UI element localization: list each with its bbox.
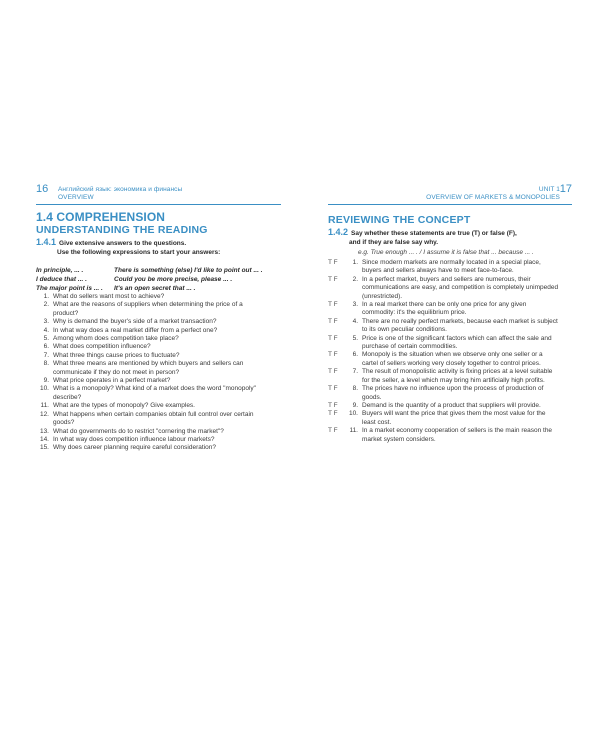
- running-head-right-line1: UNIT 1: [538, 186, 560, 193]
- question-number: 3.: [43, 318, 49, 326]
- statement-text: Price is one of the significant factors which can affect the sale and: [362, 334, 552, 342]
- true-false-marker: T F: [328, 401, 338, 409]
- true-false-marker: [328, 419, 346, 427]
- statement-item: [328, 318, 568, 326]
- question-item: [36, 335, 277, 343]
- header-rule-right: [328, 204, 572, 205]
- statement-item: [328, 402, 568, 410]
- task-1-4-2: [328, 228, 517, 247]
- statement-number: 8.: [352, 385, 358, 393]
- statement-item: [328, 343, 568, 351]
- expression-right: There is something (else) I'd like to point out ... .: [114, 267, 263, 274]
- question-item: [36, 352, 277, 360]
- question-number: 10.: [39, 385, 49, 393]
- statement-item: [328, 368, 568, 376]
- question-item: [36, 310, 277, 318]
- question-item: [36, 402, 277, 410]
- question-number: 13.: [39, 427, 49, 435]
- statement-text: market system considers.: [362, 435, 436, 443]
- questions-list: [36, 293, 277, 453]
- question-text: In what way does competition influence labour markets?: [53, 435, 215, 443]
- statement-text: In a market economy cooperation of sellers is the main reason the: [362, 427, 553, 435]
- statement-number: 10.: [348, 410, 358, 418]
- header-rule-left: [36, 204, 281, 205]
- statement-item: [328, 410, 568, 418]
- question-number: [36, 394, 49, 402]
- statement-item: [328, 377, 568, 385]
- true-false-marker: [328, 394, 346, 402]
- statement-text: purchase of certain commodities.: [362, 343, 458, 351]
- question-number: 4.: [43, 326, 49, 334]
- question-item: [36, 436, 277, 444]
- statement-number: 5.: [352, 334, 358, 342]
- statement-item: [328, 276, 568, 284]
- statement-number: [346, 284, 358, 292]
- question-item: [36, 444, 277, 452]
- question-item: [36, 394, 277, 402]
- true-false-marker: [328, 267, 346, 275]
- question-number: [36, 369, 49, 377]
- statement-number: 6.: [352, 351, 358, 359]
- question-text: Among whom does competition take place?: [53, 335, 179, 343]
- question-number: 1.: [43, 293, 49, 300]
- statement-text: Demand is the quantity of a product that suppliers will provide.: [362, 401, 541, 409]
- statement-item: [328, 301, 568, 309]
- question-number: 2.: [43, 301, 49, 309]
- statement-item: [328, 385, 568, 393]
- statement-number: [346, 326, 358, 334]
- statement-number: [346, 394, 358, 402]
- question-number: 11.: [40, 402, 49, 410]
- question-item: [36, 293, 277, 301]
- question-text: What is a monopoly? What kind of a market does the word "monopoly": [53, 385, 256, 393]
- statement-number: 3.: [352, 301, 358, 309]
- question-item: [36, 318, 277, 326]
- statement-number: 11.: [349, 427, 358, 435]
- true-false-marker: [328, 343, 346, 351]
- question-text: What do sellers want most to achieve?: [53, 293, 165, 300]
- running-head-left-line2: OVERVIEW: [58, 194, 94, 201]
- question-number: 7.: [43, 351, 49, 359]
- task-number: 1.4.2: [328, 227, 349, 237]
- question-number: 12.: [39, 410, 49, 418]
- task-number: 1.4.1: [36, 237, 57, 247]
- question-item: [36, 385, 277, 393]
- question-text: What three things cause prices to fluctuate?: [53, 351, 180, 359]
- page-number-right: 17: [559, 183, 572, 195]
- task-instruction-line2: and if they are false say why.: [349, 238, 439, 246]
- question-text: Why does career planning require careful consideration?: [53, 444, 216, 452]
- true-false-marker: T F: [328, 301, 338, 309]
- question-item: [36, 327, 277, 335]
- true-false-marker: [328, 326, 346, 334]
- question-number: [36, 419, 49, 427]
- statement-text: In a real market there can be only one price for any given: [362, 301, 527, 309]
- true-false-marker: [328, 436, 346, 444]
- statement-number: [346, 309, 358, 317]
- statement-item: [328, 259, 568, 267]
- question-text: Why is demand the buyer's side of a market transaction?: [53, 318, 217, 326]
- statement-item: [328, 335, 568, 343]
- statement-text: (unrestricted).: [362, 292, 403, 300]
- question-text: What does competition influence?: [53, 343, 151, 351]
- true-false-marker: [328, 293, 346, 301]
- question-item: [36, 419, 277, 427]
- statement-number: [346, 267, 358, 275]
- statement-text: goods.: [362, 393, 382, 401]
- true-false-marker: T F: [328, 351, 338, 359]
- subsection-title-left: UNDERSTANDING THE READING: [36, 224, 208, 236]
- statement-text: Buyers will want the price that gives them the most value for the: [362, 410, 546, 418]
- statement-number: 1.: [352, 259, 358, 266]
- statement-text: In a perfect market, buyers and sellers are numerous, their: [362, 275, 531, 283]
- statement-text: buyers and sellers always have to meet face-to-face.: [362, 267, 514, 275]
- statement-item: [328, 267, 568, 275]
- expression-left: The major point is ... .: [36, 285, 103, 292]
- true-false-marker: T F: [328, 275, 338, 283]
- statement-number: [346, 293, 358, 301]
- expression-right: Could you be more precise, please ... .: [114, 276, 233, 283]
- question-item: [36, 428, 277, 436]
- task-instruction-line2: Use the following expressions to start your answers:: [57, 248, 221, 256]
- true-false-marker: [328, 360, 346, 368]
- true-false-marker: T F: [328, 368, 338, 376]
- question-number: 6.: [43, 343, 49, 351]
- question-number: 14.: [39, 435, 49, 443]
- question-text: What are the types of monopoly? Give examples.: [53, 402, 195, 410]
- task-1-4-1: [36, 238, 220, 257]
- statement-number: [346, 419, 358, 427]
- question-number: 8.: [43, 360, 49, 368]
- question-number: 15.: [39, 444, 49, 452]
- statement-text: commodity: it's the equilibrium price.: [362, 309, 467, 317]
- statement-text: Since modern markets are normally located in a special place,: [362, 259, 541, 266]
- expression-row: [36, 275, 286, 284]
- statement-number: [346, 377, 358, 385]
- example-phrase: e.g. True enough ... . / I assume it is false that ... because ... .: [358, 249, 534, 256]
- statement-item: [328, 427, 568, 435]
- statement-item: [328, 419, 568, 427]
- question-item: [36, 369, 277, 377]
- statement-number: 2.: [352, 275, 358, 283]
- task-instruction-line1: Give extensive answers to the questions.: [59, 240, 187, 247]
- page-number-left: 16: [36, 183, 49, 195]
- statement-item: [328, 309, 568, 317]
- expression-right: It's an open secret that ... .: [114, 285, 196, 292]
- question-item: [36, 301, 277, 309]
- question-text: What are the reasons of suppliers when determining the price of a: [53, 301, 243, 309]
- question-text: What price operates in a perfect market?: [53, 377, 171, 385]
- true-false-marker: T F: [328, 385, 338, 393]
- statement-number: [346, 343, 358, 351]
- expression-left: I deduce that ... .: [36, 276, 87, 283]
- question-text: product?: [53, 309, 79, 317]
- expression-left: In principle, ... .: [36, 267, 84, 274]
- statement-number: [346, 436, 358, 444]
- statement-text: communications are easy, and competition is completely unimpeded: [362, 284, 559, 292]
- statement-number: 4.: [352, 317, 358, 325]
- task-instruction-line1: Say whether these statements are true (T) or false (F),: [351, 230, 517, 237]
- statement-text: for the seller, a level which may bring him artificially high profits.: [362, 376, 545, 384]
- statement-item: [328, 436, 568, 444]
- subsection-title-right: REVIEWING THE CONCEPT: [328, 214, 471, 226]
- statement-item: [328, 284, 568, 292]
- true-false-marker: [328, 284, 346, 292]
- expression-row: [36, 266, 286, 275]
- statement-text: to its own peculiar conditions.: [362, 326, 447, 334]
- question-item: [36, 377, 277, 385]
- section-title: 1.4 COMPREHENSION: [36, 210, 166, 224]
- question-number: [36, 310, 49, 318]
- running-head-left-line1: Английский язык: экономика и финансы: [58, 186, 183, 193]
- running-head-right: [426, 186, 560, 202]
- question-item: [36, 360, 277, 368]
- question-text: What happens when certain companies obtain full control over certain: [53, 410, 254, 418]
- true-false-marker: T F: [328, 427, 338, 435]
- question-text: describe?: [53, 393, 82, 401]
- question-text: What do governments do to restrict "cornering the market"?: [53, 427, 224, 435]
- statement-item: [328, 360, 568, 368]
- running-head-left: [58, 186, 182, 202]
- true-false-marker: [328, 309, 346, 317]
- expressions-table: [36, 266, 286, 293]
- statement-item: [328, 394, 568, 402]
- statement-item: [328, 351, 568, 359]
- question-text: communicate if they do not meet in person?: [53, 368, 180, 376]
- question-number: 9.: [43, 377, 49, 385]
- statement-number: 9.: [352, 401, 358, 409]
- statements-list: [328, 259, 568, 444]
- statement-number: [346, 360, 358, 368]
- statement-text: The result of monopolistic activity is fixing prices at a level suitable: [362, 368, 553, 376]
- running-head-right-line2: OVERVIEW OF MARKETS & MONOPOLIES: [426, 194, 560, 201]
- question-text: goods?: [53, 419, 75, 427]
- statement-text: The prices have no influence upon the process of production of: [362, 385, 544, 393]
- true-false-marker: T F: [328, 317, 338, 325]
- question-text: In what way does a real market differ from a perfect one?: [53, 326, 218, 334]
- true-false-marker: [328, 377, 346, 385]
- statement-text: least cost.: [362, 418, 392, 426]
- question-item: [36, 343, 277, 351]
- statement-text: Monopoly is the situation when we observe only one seller or a: [362, 351, 543, 359]
- statement-item: [328, 326, 568, 334]
- statement-text: There are no really perfect markets, because each market is subject: [362, 317, 558, 325]
- statement-number: 7.: [352, 368, 358, 376]
- question-number: 5.: [43, 335, 49, 343]
- true-false-marker: T F: [328, 259, 338, 266]
- question-item: [36, 411, 277, 419]
- question-text: What three means are mentioned by which buyers and sellers can: [53, 360, 244, 368]
- true-false-marker: T F: [328, 334, 338, 342]
- statement-text: cartel of sellers working very closely together to control prices.: [362, 359, 541, 367]
- statement-item: [328, 293, 568, 301]
- expression-row: [36, 284, 286, 293]
- true-false-marker: T F: [328, 410, 338, 418]
